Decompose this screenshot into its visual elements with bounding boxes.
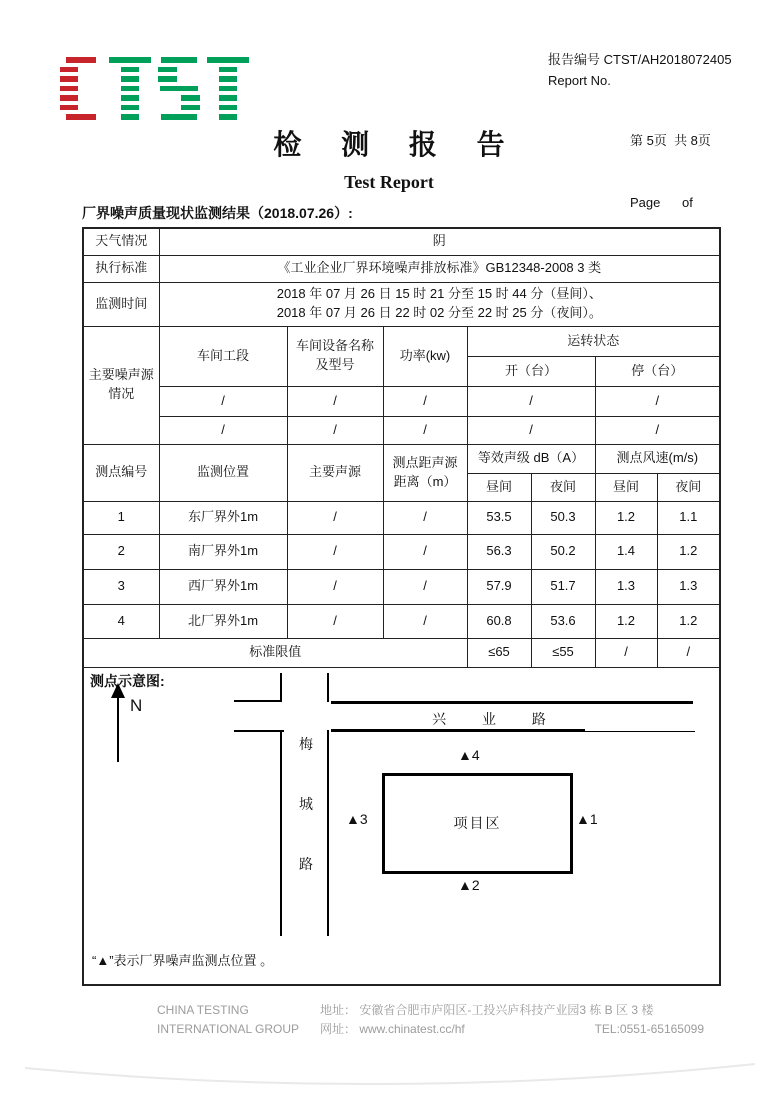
meas-cell: 3 (83, 569, 159, 604)
meas-cell: 56.3 (467, 534, 531, 569)
meas-cell: 1 (83, 501, 159, 534)
meas-cell: / (383, 501, 467, 534)
day-subheader: 昼间 (467, 473, 531, 501)
meas-cell: 57.9 (467, 569, 531, 604)
run-status-header: 运转状态 (467, 326, 720, 356)
meas-cell: 53.6 (531, 604, 595, 638)
limit-day: ≤65 (467, 638, 531, 667)
meas-cell: 1.4 (595, 534, 657, 569)
logo-letter-c (60, 57, 102, 121)
road-line (331, 701, 693, 704)
noise-cell: / (287, 416, 383, 444)
location-header: 监测位置 (159, 444, 287, 501)
meas-cell: 1.1 (657, 501, 720, 534)
limit-label: 标准限值 (83, 638, 467, 667)
report-number-label: 报告编号 (548, 52, 601, 67)
page-number-en: Page of (630, 194, 693, 210)
standard-label: 执行标准 (83, 255, 159, 282)
site-diagram (83, 667, 720, 985)
noise-cell: / (287, 386, 383, 416)
road-line (327, 673, 329, 702)
page-number-cn: 第 5页 共 8页 (630, 132, 711, 148)
noise-source-header-row1 (83, 326, 720, 356)
section-heading: 厂界噪声质量现状监测结果（2018.07.26）: (82, 205, 353, 221)
diagram-title: 测点示意图: (90, 672, 165, 689)
meas-cell: / (287, 569, 383, 604)
noise-cell: / (159, 386, 287, 416)
meas-cell: 1.3 (595, 569, 657, 604)
meas-cell: 1.2 (657, 604, 720, 638)
day-subheader: 昼间 (595, 473, 657, 501)
time-label: 监测时间 (83, 282, 159, 326)
distance-header: 测点距声源距离（m） (383, 444, 467, 501)
time-row (83, 282, 720, 326)
meas-cell: / (287, 501, 383, 534)
meas-cell: 南厂界外1m (159, 534, 287, 569)
leq-header: 等效声级 dB（A） (467, 444, 595, 473)
vertical-road-char: 路 (299, 855, 313, 872)
decorative-curve (0, 1056, 778, 1108)
noise-cell: / (383, 386, 467, 416)
meas-cell: 1.2 (595, 501, 657, 534)
noise-cell: / (595, 386, 720, 416)
footer-phone: TEL:0551-65165099 (594, 1021, 704, 1036)
road-line (585, 731, 695, 732)
diagram-row (83, 667, 720, 985)
meas-cell: 51.7 (531, 569, 595, 604)
diagram-legend-note: “▲”表示厂界噪声监测点位置 。 (92, 952, 274, 968)
noise-cell: / (467, 386, 595, 416)
limit-night: ≤55 (531, 638, 595, 667)
noise-source-label: 主要噪声源情况 (83, 326, 159, 444)
standard-row (83, 255, 720, 282)
main-source-header: 主要声源 (287, 444, 383, 501)
monitoring-point-marker: ▲3 (346, 810, 368, 827)
meas-cell: / (383, 534, 467, 569)
limit-wind-day: / (595, 638, 657, 667)
horizontal-road-label: 兴 业 路 (432, 710, 562, 727)
report-title-en: Test Report (344, 172, 434, 192)
meas-cell: 东厂界外1m (159, 501, 287, 534)
point-id-header: 测点编号 (83, 444, 159, 501)
report-number-block (548, 50, 732, 92)
noise-cell: / (595, 416, 720, 444)
meas-cell: 北厂界外1m (159, 604, 287, 638)
road-line (327, 730, 329, 936)
equipment-header: 车间设备名称及型号 (287, 326, 383, 386)
road-line (280, 731, 282, 936)
north-label: N (130, 695, 143, 715)
meas-cell: 53.5 (467, 501, 531, 534)
meas-cell: 1.2 (595, 604, 657, 638)
meas-cell: 4 (83, 604, 159, 638)
monitoring-point-marker: ▲2 (458, 876, 480, 893)
project-area-label: 项目区 (453, 814, 502, 831)
logo-letter-t (207, 57, 249, 121)
road-line (331, 729, 585, 732)
workshop-header: 车间工段 (159, 326, 287, 386)
road-line (234, 730, 284, 732)
meas-cell: 西厂界外1m (159, 569, 287, 604)
noise-source-data-row (83, 386, 720, 416)
time-value (159, 282, 720, 326)
meas-cell: / (287, 534, 383, 569)
meas-cell: 50.3 (531, 501, 595, 534)
power-header: 功率(kw) (383, 326, 467, 386)
vertical-road-char: 城 (299, 795, 313, 812)
weather-label: 天气情况 (83, 228, 159, 255)
logo-letter-s (158, 57, 200, 121)
monitoring-results-table-wrap (82, 227, 721, 986)
time-line-night: 2018 年 07 月 26 日 22 时 02 分至 22 时 25 分（夜间）。 (276, 305, 602, 320)
noise-cell: / (383, 416, 467, 444)
meas-cell: 1.2 (657, 534, 720, 569)
meas-cell: 50.2 (531, 534, 595, 569)
project-area-rect (382, 773, 573, 874)
meas-cell: 2 (83, 534, 159, 569)
logo-letter-t (109, 57, 151, 121)
meas-cell: 1.3 (657, 569, 720, 604)
footer-website: 网址： www.chinatest.cc/hf (320, 1021, 465, 1036)
wind-header: 测点风速(m/s) (595, 444, 720, 473)
meas-cell: / (383, 604, 467, 638)
measurement-row-4 (83, 604, 720, 638)
footer-company (157, 1001, 299, 1038)
measurement-row-1 (83, 501, 720, 534)
north-arrow-line (117, 696, 119, 762)
footer-address: 地址： 安徽省合肥市庐阳区-工投兴庐科技产业园3 栋 B 区 3 楼 (320, 1003, 654, 1017)
report-number-label-en: Report No. (548, 72, 611, 88)
report-number-value: CTST/AH2018072405 (603, 52, 732, 67)
noise-cell: / (467, 416, 595, 444)
noise-source-data-row (83, 416, 720, 444)
report-title: 检 测 报 告 (273, 129, 521, 160)
status-off-header: 停（台） (595, 356, 720, 386)
status-on-header: 开（台） (467, 356, 595, 386)
meas-cell: / (383, 569, 467, 604)
monitoring-point-marker: ▲1 (576, 810, 598, 827)
time-line-day: 2018 年 07 月 26 日 15 时 21 分至 15 时 44 分（昼间）、 (276, 286, 602, 302)
limit-row (83, 638, 720, 667)
monitoring-point-marker: ▲4 (458, 746, 480, 763)
monitoring-results-table (82, 227, 721, 986)
weather-row (83, 228, 720, 255)
standard-value: 《工业企业厂界环境噪声排放标准》GB12348-2008 3 类 (159, 255, 720, 282)
measurement-row-2 (83, 534, 720, 569)
footer-contact (320, 1001, 704, 1038)
night-subheader: 夜间 (531, 473, 595, 501)
limit-wind-night: / (657, 638, 720, 667)
weather-value: 阴 (159, 228, 720, 255)
ctst-logo (60, 57, 256, 121)
noise-cell: / (159, 416, 287, 444)
meas-cell: / (287, 604, 383, 638)
measurement-row-3 (83, 569, 720, 604)
road-line (280, 673, 282, 701)
footer-company-line2: INTERNATIONAL GROUP (157, 1021, 300, 1036)
night-subheader: 夜间 (657, 473, 720, 501)
footer-company-line1: CHINA TESTING (157, 1003, 249, 1017)
road-line (234, 700, 282, 702)
measurement-header-row1 (83, 444, 720, 473)
vertical-road-char: 梅 (299, 735, 313, 752)
meas-cell: 60.8 (467, 604, 531, 638)
